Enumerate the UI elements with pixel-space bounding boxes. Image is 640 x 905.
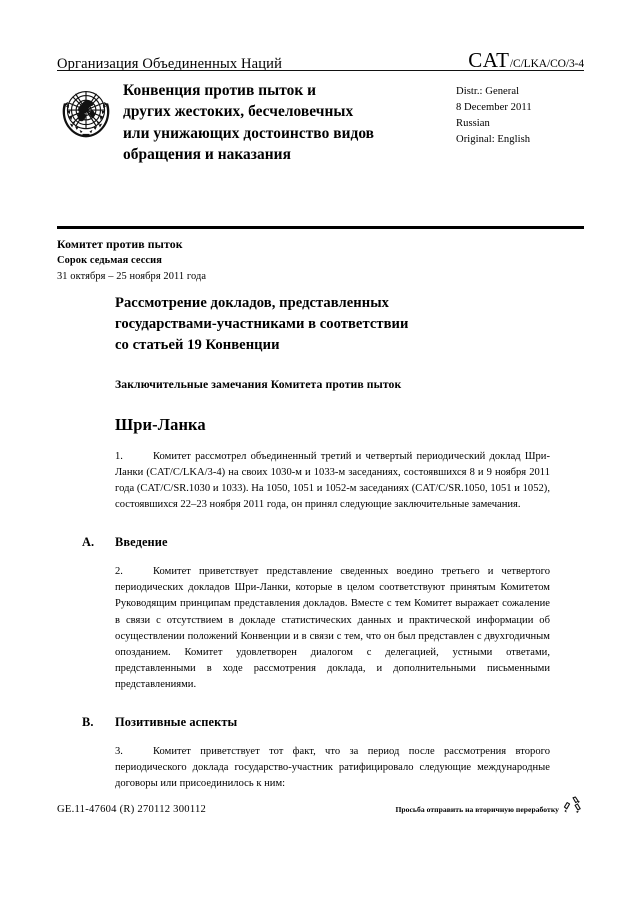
document-body: [82, 293, 550, 792]
page-title-line-2: государствами-участниками в соответствии: [115, 316, 409, 333]
page-title-line-1: Рассмотрение докладов, представленных: [115, 295, 389, 311]
convention-title-line-4: обращения и наказания: [123, 145, 291, 163]
recycle-notice-text: Просьба отправить на вторичную переработку: [395, 804, 559, 814]
convention-title-line-2: других жестоких, бесчеловечных: [123, 103, 354, 121]
convention-title-band: [57, 78, 584, 165]
header-divider-thin: [57, 70, 584, 71]
paragraph-2: [115, 564, 550, 692]
footer-document-code: GE.11-47604 (R) 270112 300112: [57, 803, 207, 815]
un-emblem-icon: [57, 84, 115, 142]
document-footer: [57, 795, 584, 823]
paragraph-3-text: Комитет приветствует тот факт, что за период после рассмотрения второго периодического доклада государство-участник ратифицировало следующие международные договоры или присоединилось к ним:: [115, 745, 550, 789]
distribution-block: [456, 78, 584, 148]
committee-block: [57, 236, 457, 284]
committee-dates: 31 октября – 25 ноября 2011 года: [57, 270, 207, 282]
paragraph-3: [115, 744, 550, 792]
paragraph-2-text: Комитет приветствует представление сведенных воедино третьего и четвертого периодических докладов Шри-Ланки, которые в целом соответствуют принятым Комитетом Руководящим принципам представления докладов. Вместе с тем Комитет выражает сожаление в связи с отсутствием в докладе статистических данных и практической информации об осуществлении положений Конвенции и в связи с тем, что он был представлен с двухгодичным опозданием. Комитет удовлетворен диалогом с делегацией, устными ответами, представленными в ходе рассмотрения доклада, и дополнительными письменными представлениями.: [115, 566, 550, 690]
paragraph-1: [115, 449, 550, 513]
committee-name: Комитет против пыток: [57, 237, 183, 251]
page-title: [115, 293, 550, 356]
recycle-notice: [395, 795, 584, 823]
section-b-title: Позитивные аспекты: [115, 714, 238, 729]
section-a-title: Введение: [115, 535, 168, 550]
header-divider-thick: [57, 226, 584, 229]
paragraph-3-number: 3.: [115, 745, 123, 757]
section-b-letter: B.: [82, 714, 94, 729]
paragraph-2-number: 2.: [115, 566, 123, 578]
paragraph-1-text: Комитет рассмотрел объединенный третий и четвертый периодический доклад Шри-Ланки (CAT/C/LKA/3-4) на своих 1030-м и 1033-м заседаниях, состоявшихся 8 и 9 ноября 2011 года (CAT/C/SR.1030 и 1033). На 1050, 1051 и 1052-м заседаниях (CAT/C/SR.1050, 1051 и 1052), состоявшихся 22–23 ноября 2011 года, он принял следующие заключительные замечания.: [115, 451, 550, 511]
recycling-icon: [562, 795, 584, 817]
document-symbol-suffix: /C/LKA/CO/3-4: [509, 58, 584, 70]
paragraph-1-number: 1.: [115, 451, 123, 463]
distribution-date: 8 December 2011: [456, 102, 532, 114]
page-subtitle: Заключительные замечания Комитета против пыток: [115, 378, 402, 392]
distribution-original: Original: English: [456, 134, 531, 146]
page-title-line-3: со статьей 19 Конвенции: [115, 337, 280, 354]
section-a-letter: A.: [82, 535, 95, 550]
section-heading-b: [82, 714, 550, 730]
convention-title: [123, 78, 450, 165]
convention-title-line-3: или унижающих достоинство видов: [123, 124, 375, 142]
document-symbol-main: CAT: [468, 48, 510, 72]
section-heading-a: [82, 535, 550, 550]
distribution-language: Russian: [456, 118, 490, 130]
organization-name: Организация Объединенных Наций: [57, 56, 282, 73]
country-heading: Шри-Ланка: [115, 414, 206, 434]
convention-title-line-1: Конвенция против пыток и: [123, 82, 317, 99]
committee-session: Сорок седьмая сессия: [57, 255, 162, 267]
distribution-type: Distr.: General: [456, 86, 520, 97]
